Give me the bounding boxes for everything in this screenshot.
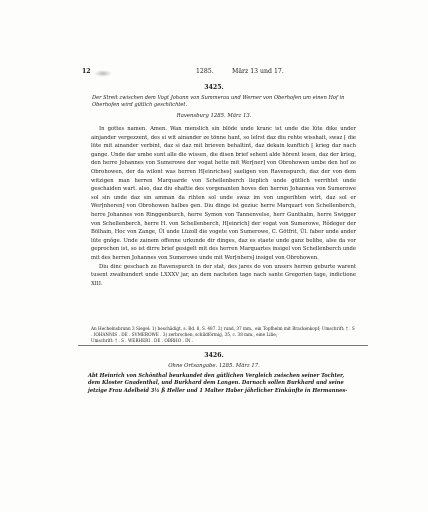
document-place-date: Ohne Ortsangabe. 1285. März 17. bbox=[168, 363, 260, 369]
document-body bbox=[91, 125, 356, 288]
footnote-line: An Hechelnsbrunn 3 Siegel: 1) beschädigt, s. Bd. 8, S. 487. 2) rund, 37 mm., ein Topfhelm mit Brackenkopf; Umschrift: † . S . IOHANNIS . DE . SVMEROWE . 3) zerbrochen, schildförmig, 35, c. 38 mm., eine Lilie; bbox=[91, 326, 355, 338]
body-paragraph: Diu dinc geschach ze Ravenspurch in der stat, des jares do von unsers herren geburte warent tusent zwaihundert unde LXXXV jar, an dem nachsten tage nach sante Gregorien tage, indictione XIII. bbox=[91, 263, 356, 287]
header-year: 1285. bbox=[196, 68, 214, 75]
footnote-line: Umschrift: † . S . WERHERI . DE . OBRHO . IN . bbox=[91, 338, 194, 344]
footnotes bbox=[91, 326, 356, 344]
document-summary: Der Streit zwischen dem Vogt Johann von Summerau und Werner von Oberhofen um einen Hof in Oberhofen wird gütlich geschlichtet. bbox=[92, 95, 345, 108]
section-divider bbox=[78, 345, 368, 346]
document-number: 3425. bbox=[204, 84, 224, 91]
header-date: März 13 und 17. bbox=[232, 68, 284, 75]
document-place-date: Ravensburg 1285. März 13. bbox=[176, 113, 252, 119]
ink-smudge bbox=[94, 70, 112, 77]
body-paragraph: In gottes namen. Amen. Wan menslich sin blöde unde kranc ist unde die lüte dike under ainjander vergezzent, des si wit ainander ze tönne hant, so lelrst daz diu rehte wisshait, swaz ⁅ die lüte mit ainander verbint, daz si daz mit brieven behaltint, daz dekain kunftich ⁅ krieg dar nach gange. Unde dar umbe sunt alle die wissen, die disen brief sehent alde hörent lesen, daz der krieg, den herre Johannes von Sumerowe der vogat hette mit Wer⁅ner⁆ von Obrohowen umbe den hof ze Obrohowen, der da wilont was herren H⁅einriches⁆ saeligen von Ravenspurch, daz der von dem witzigen man herren Marquarde von Schellenberch lieplich unde gütlich verrihtet unde geschaiden wart. also, daz diu ehaftie des vorgenanten hoves den herren Johannes von Sumerowe sol sin unde daz sin amman da rihten sol unde swaz im von ungerihten wirt, daz sol er Wer⁅nheren⁆ von Obrohowen halbes gen. Diu dinge ist geziuc herre Marquart von Schellenberch, herre Johannes von Ringgenburch, herre Symon von Tannenvelse, herr Gunthalm, herre Swigger von Schellenberch, herre H. von Schellenberch, H⁅einrich⁆ der vogat von Sumerowe, Rǒdeger der Bölhain, Hoc von Zange, Ül unde Lüzoll die vogete von Sumerowe, C. Götfrit, Ül. faber unde ander lüte gnǒge. Unde zainem offenne urkunde dir dinges, daz es staete unde ganz belibe, alse da vor geprochen ist, so ist dirre brief gesigelt mit des herren Marquartes insigel von Schellenberch unde mit des herren Johannes von Sumerowe unde mit Wer⁅nhers⁆ insigel von Obrohowen. bbox=[91, 126, 356, 261]
document-summary: Abt Heinrich von Schönthal beurkundet den gütlichen Vergleich zwischen seiner Tochter, dem Kloster Gnadenthal, und Burkhard dem Langen. Darnach sollen Burkhard und seine jetzige Frau Adelheid 3½ ß Heller und 1 Malter Haber jährlicher Einkünfte in Hermannes- bbox=[88, 373, 348, 394]
page-number: 12 bbox=[82, 68, 91, 75]
document-number: 3426. bbox=[204, 352, 224, 359]
